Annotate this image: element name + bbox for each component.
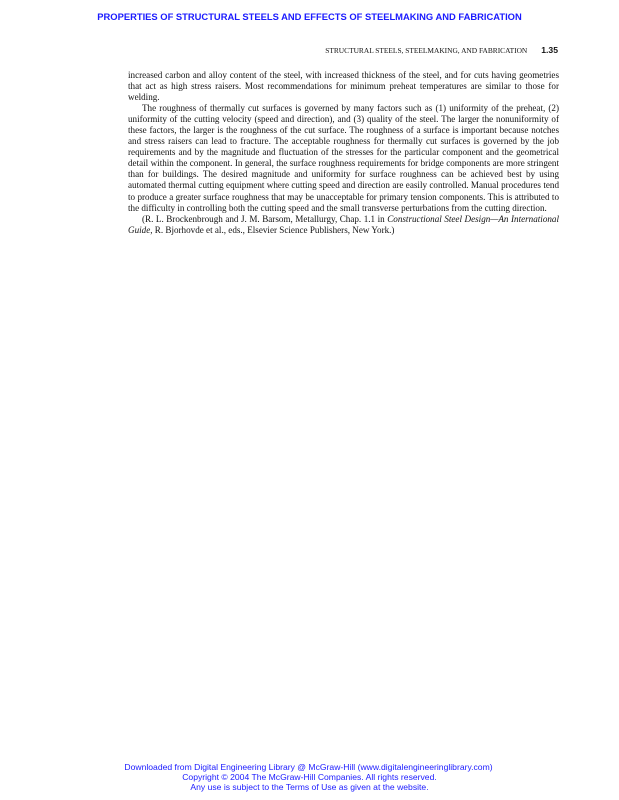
body-text (128, 70, 559, 236)
citation-suffix: , R. Bjorhovde et al., eds., Elsevier Science Publishers, New York.) (150, 224, 395, 235)
footer-download-link[interactable]: Downloaded from Digital Engineering Library @ McGraw-Hill (www.digitalengineeringlibrary.com) (124, 762, 493, 772)
paragraph-surface-roughness: The roughness of thermally cut surfaces is governed by many factors such as (1) uniformity of the preheat, (2) uniformity of the cutting velocity (speed and direction), and (3) quality of the steel. The larger the nonuniformity of these factors, the larger is the roughness of the cut surface. The roughness of a surface is important because notches and stress raisers can lead to fracture. The acceptable roughness for thermally cut surfaces is governed by the job requirements and by the magnitude and fluctuation of the stresses for the particular component and the geometrical detail within the component. In general, the surface roughness requirements for bridge components are more stringent than for buildings. The desired magnitude and uniformity for surface roughness can be achieved best by using automated thermal cutting equipment where cutting speed and direction are easily controlled. Manual procedures tend to produce a greater surface roughness that may be unacceptable for primary tension components. This is attributed to the difficulty in controlling both the cutting speed and the small transverse perturbations from the cutting direction. (128, 103, 559, 213)
running-head-section: STRUCTURAL STEELS, STEELMAKING, AND FABRICATION (325, 46, 528, 55)
paragraph-preheat: increased carbon and alloy content of the steel, with increased thickness of the steel, and for cuts having geometries that act as high stress raisers. Most recommendations for minimum preheat temperatures are similar to those for welding. (128, 70, 559, 103)
footer-copyright: Copyright © 2004 The McGraw-Hill Companies. All rights reserved. (182, 772, 437, 782)
download-footer (0, 762, 619, 792)
footer-terms-of-use-link[interactable]: Any use is subject to the Terms of Use as given at the website. (190, 782, 429, 792)
citation-prefix: (R. L. Brockenbrough and J. M. Barsom, Metallurgy, Chap. 1.1 in (142, 213, 388, 224)
citation (128, 214, 559, 236)
citation-book-title: Constructional Steel Design—An International Guide (128, 213, 559, 235)
page-number: 1.35 (541, 45, 558, 55)
chapter-banner-title: PROPERTIES OF STRUCTURAL STEELS AND EFFECTS OF STEELMAKING AND FABRICATION (97, 11, 522, 22)
running-head (325, 45, 558, 55)
